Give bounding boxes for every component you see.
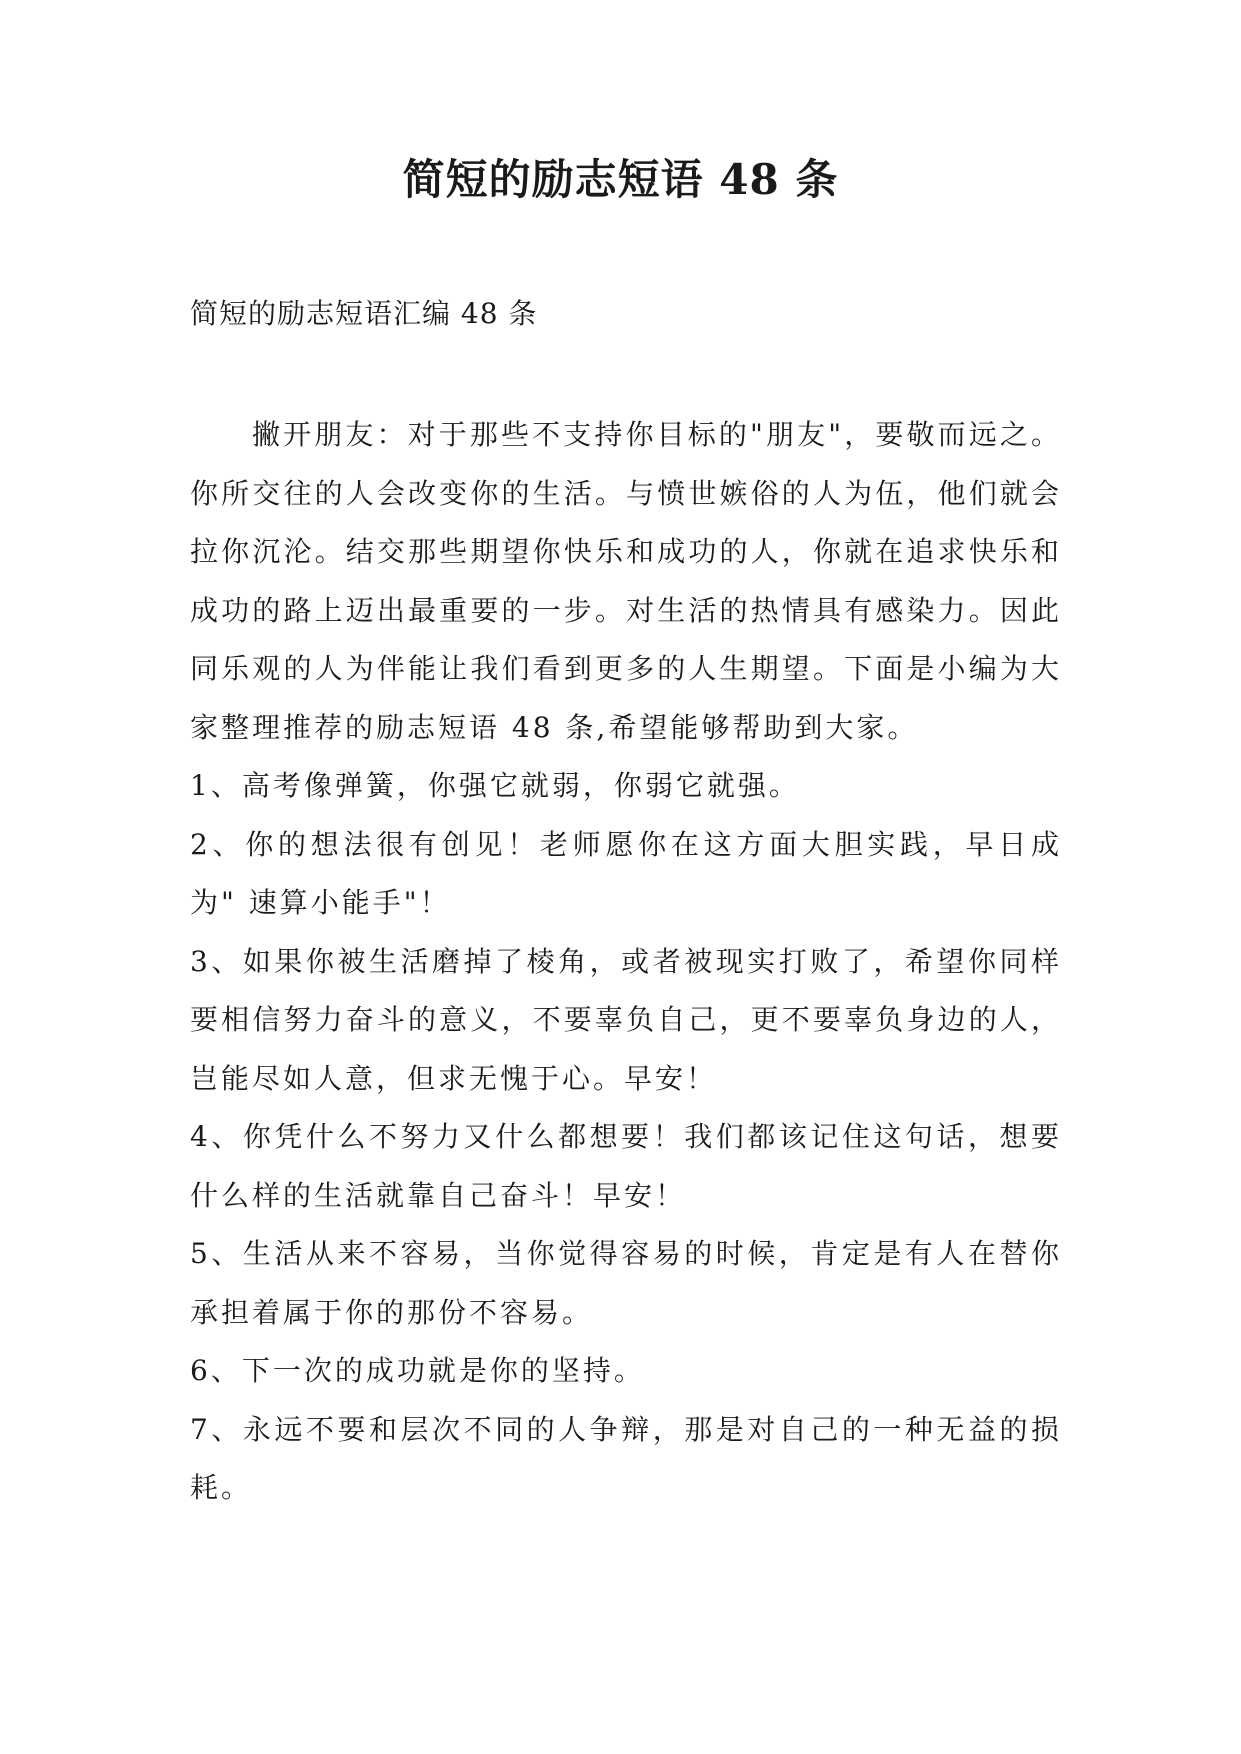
document-body xyxy=(190,406,1062,1518)
list-item-1: 1、高考像弹簧，你强它就弱，你弱它就强。 xyxy=(190,769,800,802)
list-item-3: 3、如果你被生活磨掉了棱角，或者被现实打败了，希望你同样要相信努力奋斗的意义，不要辜负自己，更不要辜负身边的人，岂能尽如人意，但求无愧于心。早安！ xyxy=(190,944,1062,1095)
list-item-5: 5、生活从来不容易，当你觉得容易的时候，肯定是有人在替你承担着属于你的那份不容易。 xyxy=(190,1237,1062,1329)
document-title: 简短的励志短语 48 条 xyxy=(402,155,839,204)
document-subtitle: 简短的励志短语汇编 48 条 xyxy=(190,297,538,330)
intro-paragraph: 撇开朋友：对于那些不支持你目标的"朋友"，要敬而远之。你所交往的人会改变你的生活。与愤世嫉俗的人为伍，他们就会拉你沉沦。结交那些期望你快乐和成功的人，你就在追求快乐和成功的路上迈出最重要的一步。对生活的热情具有感染力。因此同乐观的人为伴能让我们看到更多的人生期望。下面是小编为大家整理推荐的励志短语 48 条,希望能够帮助到大家。 xyxy=(190,418,1062,744)
list-item-4: 4、你凭什么不努力又什么都想要！我们都该记住这句话，想要什么样的生活就靠自己奋斗！早安！ xyxy=(190,1120,1062,1212)
list-item-2: 2、你的想法很有创见！老师愿你在这方面大胆实践，早日成为" 速算小能手"！ xyxy=(190,827,1062,919)
list-item-7: 7、永远不要和层次不同的人争辩，那是对自己的一种无益的损耗。 xyxy=(190,1412,1062,1504)
list-item-6: 6、下一次的成功就是你的坚持。 xyxy=(190,1354,645,1387)
